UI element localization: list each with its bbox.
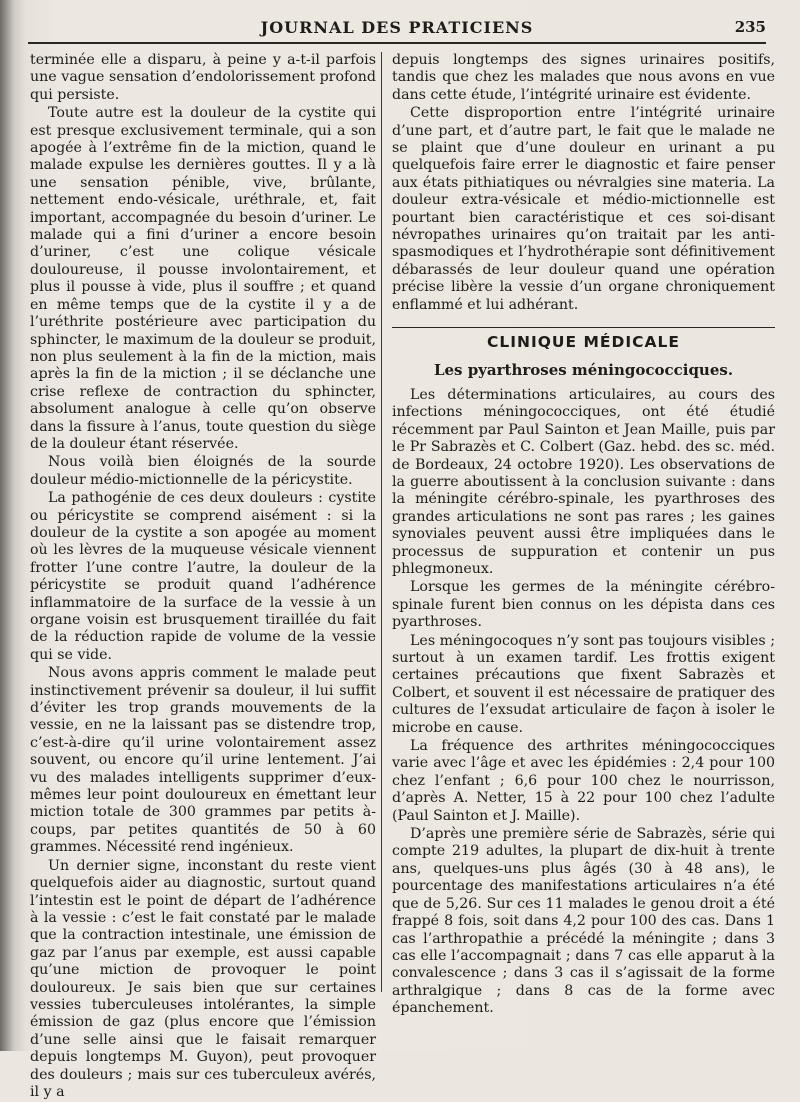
paragraph: Cette disproportion entre l’intégrité urinaire d’une part, et d’autre part, le fait que le malade ne se plaint que d’une douleur en urinant a pu quelquefois faire errer le diagnostic et faire penser aux états pithiatiques ou névralgies sine materia. La douleur extra-vésicale et médio-mictionnelle est pourtant bien caractéristique et ces soi-disant névropathes urinaires qu’on traitait par les anti-spasmodiques et l’hydrothérapie sont définitivement débarassés de leur douleur quand une opération précise libère la vessie d’un organe chroniquement enflammé et lui adhérant. <box>392 105 775 313</box>
section-title: CLINIQUE MÉDICALE <box>487 333 680 352</box>
paragraph: Nous avons appris comment le malade peut instinctivement prévenir sa douleur, il lui suffit d’éviter les trop grands mouvements de la vessie, en ne la laissant pas se distendre trop, c’est-à-dire qu’il urine volontairement assez souvent, ou encore qu’il urine lentement. J’ai vu des malades intelligents supprimer d’eux-mêmes leur point douloureux en émettant leur miction totale de 300 grammes par petits à-coups, par petites quantités de 50 à 60 grammes. Nécessité rend ingénieux. <box>30 665 376 856</box>
column-divider <box>381 52 382 992</box>
paragraph: terminée elle a disparu, à peine y a-t-il parfois une vague sensation d’endolorissement profond qui persiste. <box>30 52 376 103</box>
paragraph: Toute autre est la douleur de la cystite qui est presque exclusivement terminale, qui a son apogée à l’extrême fin de la miction, quand le malade expulse les dernières gouttes. Il y a là une sensation pénible, vive, brûlante, nettement endo-vésicale, uréthrale, et, fait important, accompagnée du besoin d’uriner. Le malade qui a fini d’uriner a encore besoin d’uriner, c’est une colique vésicale douloureuse, il pousse involontairement, et plus il pousse à vide, plus il souffre ; et quand en même temps que de la cystite il y a de l’uréthrite postérieure avec participation du sphincter, le maximum de la douleur se produit, non plus seulement à la fin de la miction, mais après la fin de la miction ; il se déclanche une crise reflexe de contraction du sphincter, absolument analogue à celle qu’on observe dans la fissure à l’anus, toute question du siège de la douleur étant réservée. <box>30 105 376 452</box>
paragraph: Les déterminations articulaires, au cours des infections méningococciques, ont été étudié récemment par Paul Sainton et Jean Maille, puis par le Pr Sabrazès et C. Colbert (Gaz. hebd. des sc. méd. de Bordeaux, 24 octobre 1920). Les observations de la guerre aboutissent à la conclusion suivante : dans la méningite cérébro-spinale, les pyarthroses des grandes articulations ne sont pas rares ; les gaines synoviales peuvent aussi être impliquées dans le processus de suppuration et contenir un pus phlegmoneux. <box>392 386 775 577</box>
paragraph: La fréquence des arthrites méningococciques varie avec l’âge et avec les épidémies : 2,4 pour 100 chez l’enfant ; 6,6 pour 100 chez le nourrisson, d’après A. Netter, 15 à 22 pour 100 chez l’adulte (Paul Sainton et J. Maille). <box>392 738 775 824</box>
paragraph: Nous voilà bien éloignés de la sourde douleur médio-mictionnelle de la péricystite. <box>30 454 376 488</box>
running-title: JOURNAL DES PRATICIENS <box>260 18 534 37</box>
article-title: Les pyarthroses méningococciques. <box>433 360 734 379</box>
right-column <box>392 52 775 1019</box>
paragraph: Un dernier signe, inconstant du reste vient quelquefois aider au diagnostic, surtout quand l’intestin est le point de départ de l’adhérence à la vessie : c’est le fait constaté par le malade que la contraction intestinale, une émission de gaz par l’anus par exemple, est aussi capable qu’une miction de provoquer le point douloureux. Je sais bien que sur certaines vessies tuberculeuses intolérantes, la simple émission de gaz (plus encore que l’émission d’une selle ainsi que le faisait remarquer depuis longtemps M. Guyon), peut provoquer des douleurs ; mais sur ces tuberculeux avérés, il y a <box>30 857 376 1100</box>
section-rule <box>392 327 775 328</box>
page-header <box>28 16 766 44</box>
paragraph: La pathogénie de ces deux douleurs : cystite ou péricystite se comprend aisément : si la douleur de la cystite a son apogée au moment où les lèvres de la muqueuse vésicale viennent frotter l’une contre l’autre, la douleur de la péricystite se produit quand l’adhérence inflammatoire de la surface de la vessie à un organe voisin est brusquement tiraillée du fait de la réduction rapide de volume de la vessie qui se vide. <box>30 490 376 663</box>
paragraph: Lorsque les germes de la méningite cérébro-spinale furent bien connus on les dépista dans ces pyarthroses. <box>392 579 775 631</box>
paragraph: depuis longtemps des signes urinaires positifs, tandis que chez les malades que nous avons en vue dans cette étude, l’intégrité urinaire est évidente. <box>392 52 775 103</box>
left-column <box>30 52 376 1102</box>
paragraph: Les méningocoques n’y sont pas toujours visibles ; surtout à un examen tardif. Les frottis exigent certaines précautions que fixent Sabrazès et Colbert, et souvent il est nécessaire de pratiquer des cultures de l’exsudat articulaire de façon à isoler le microbe en cause. <box>392 632 775 736</box>
page-number: 235 <box>734 18 766 36</box>
paragraph: D’après une première série de Sabrazès, série qui compte 219 adultes, la plupart de dix-huit à trente ans, quelques-uns plus âgés (30 à 48 ans), le pourcentage des manifestations articulaires n’a été que de 5,26. Sur ces 11 malades le genou droit a été frappé 8 fois, soit dans 4,2 pour 100 des cas. Dans 1 cas l’arthropathie a précédé la méningite ; dans 3 cas elle l’accompagnait ; dans 7 cas elle apparut à la convalescence ; dans 3 cas il s’agissait de la forme arthralgique ; dans 8 cas de la forme avec épanchement. <box>392 826 775 1017</box>
